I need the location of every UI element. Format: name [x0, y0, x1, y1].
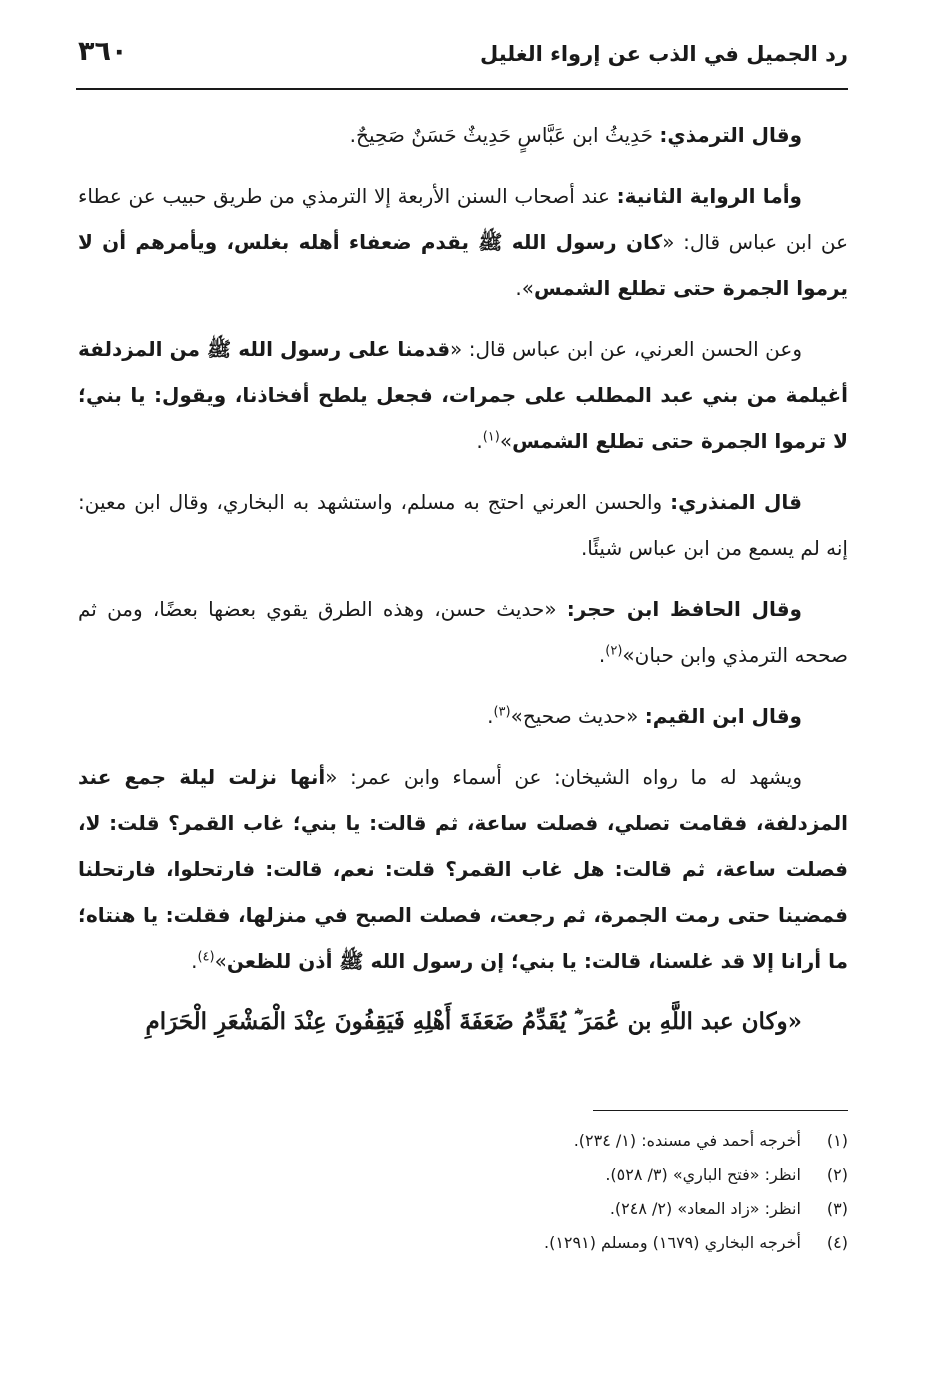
paragraph-lead: وقال الترمذي: [659, 123, 802, 147]
quote-close: » [499, 429, 513, 453]
page-number: ٣٦٠ [78, 36, 128, 67]
paragraph-end: . [598, 643, 606, 667]
footnote-text: أخرجه البخاري (١٦٧٩) ومسلم (١٢٩١). [544, 1233, 801, 1252]
paragraph-text: حَدِيثُ ابن عَبَّاسٍ حَدِيثٌ حَسَنٌ صَحِيحٌ. [349, 123, 660, 147]
paragraph-text: «حديث صحيح» [510, 704, 645, 728]
paragraph-lead: قال المنذري: [670, 490, 802, 514]
paragraph-tirmidhi [78, 112, 848, 158]
quote-close: ». [515, 276, 534, 300]
paragraph-text: «وكان عبد اللَّهِ بن عُمَرَ ؓ يُقَدِّمُ ضَعَفَةَ أَهْلِهِ فَيَقِفُونَ عِنْدَ الْمَشْعَرِ الْحَرَامِ [145, 1008, 802, 1035]
footnote-text: انظر: «فتح الباري» (٣/ ٥٢٨). [605, 1165, 801, 1184]
quote-close: » [214, 949, 227, 973]
footnote-1 [78, 1124, 848, 1158]
footnote-text: أخرجه أحمد في مسنده: (١/ ٢٣٤). [573, 1131, 801, 1150]
paragraph-end: . [191, 949, 198, 973]
paragraph-hasan-urani [78, 326, 848, 464]
footnote-2 [78, 1158, 848, 1192]
hadith-quote: قدمنا على رسول الله ﷺ من المزدلفة أغيلمة من بني عبد المطلب على جمرات، فجعل يلطح أفخاذنا، ويقول: يا بني؛ لا ترموا الجمرة حتى تطلع الشمس [78, 337, 848, 453]
paragraph-text: والحسن العرني احتج به مسلم، واستشهد به البخاري، وقال ابن معين: إنه لم يسمع من ابن عباس شيئًا. [78, 490, 848, 560]
running-header [78, 34, 848, 86]
paragraph-ibn-umar [78, 999, 848, 1045]
paragraph-text: وعن الحسن العرني، عن ابن عباس قال: « [450, 337, 802, 361]
footnote-ref-2[interactable]: (٢) [605, 643, 623, 659]
paragraph-ibn-qayyim [78, 693, 848, 739]
footnote-divider [593, 1110, 848, 1111]
paragraph-lead: وقال ابن القيم: [644, 704, 802, 728]
paragraph-end: . [487, 704, 494, 728]
running-title: رد الجميل في الذب عن إرواء الغليل [479, 42, 848, 66]
paragraph-text: ويشهد له ما رواه الشيخان: عن أسماء وابن عمر: « [325, 765, 802, 789]
footnote-ref-1[interactable]: (١) [482, 429, 500, 445]
paragraph-lead: وقال الحافظ ابن حجر: [566, 597, 802, 621]
footnote-text: انظر: «زاد المعاد» (٢/ ٢٤٨). [609, 1199, 801, 1218]
paragraph-end: . [476, 429, 483, 453]
paragraph-shaykhan [78, 754, 848, 984]
footnotes [78, 1124, 848, 1260]
header-divider [76, 88, 848, 90]
footnote-number: (٣) [826, 1199, 848, 1218]
paragraph-text: عند أصحاب السنن الأربعة إلا الترمذي من طريق حبيب عن عطاء عن ابن عباس قال: « [78, 184, 848, 254]
footnote-number: (٢) [826, 1165, 848, 1184]
footnote-number: (٤) [826, 1233, 848, 1252]
paragraph-ibn-hajar [78, 586, 848, 678]
footnote-ref-4[interactable]: (٤) [197, 949, 215, 965]
hadith-quote: أنها نزلت ليلة جمع عند المزدلفة، فقامت تصلي، فصلت ساعة، ثم قالت: يا بني؛ غاب القمر؟ قلت: لا، فصلت ساعة، ثم قالت: هل غاب القمر؟ قلت: نعم، قالت: فارتحلوا، فارتحلنا فمضينا حتى رمت الجمرة، ثم رجعت، فصلت الصبح في منزلها، فقلت: يا هنتاه؛ ما أرانا إلا قد غلسنا، قالت: يا بني؛ إن رسول الله ﷺ أذن للظعن [78, 765, 848, 973]
paragraph-mundhiri [78, 479, 848, 571]
paragraph-text: «حديث حسن، وهذه الطرق يقوي بعضها بعضًا، ومن ثم صححه الترمذي وابن حبان» [78, 597, 848, 667]
paragraph-lead: وأما الرواية الثانية: [616, 184, 802, 208]
main-text [78, 112, 848, 1060]
paragraph-second-narration [78, 173, 848, 311]
hadith-quote: كان رسول الله ﷺ يقدم ضعفاء أهله بغلس، ويأمرهم أن لا يرموا الجمرة حتى تطلع الشمس [78, 230, 848, 300]
footnote-ref-3[interactable]: (٣) [493, 704, 511, 720]
footnote-4 [78, 1226, 848, 1260]
footnote-3 [78, 1192, 848, 1226]
footnote-number: (١) [826, 1131, 848, 1150]
